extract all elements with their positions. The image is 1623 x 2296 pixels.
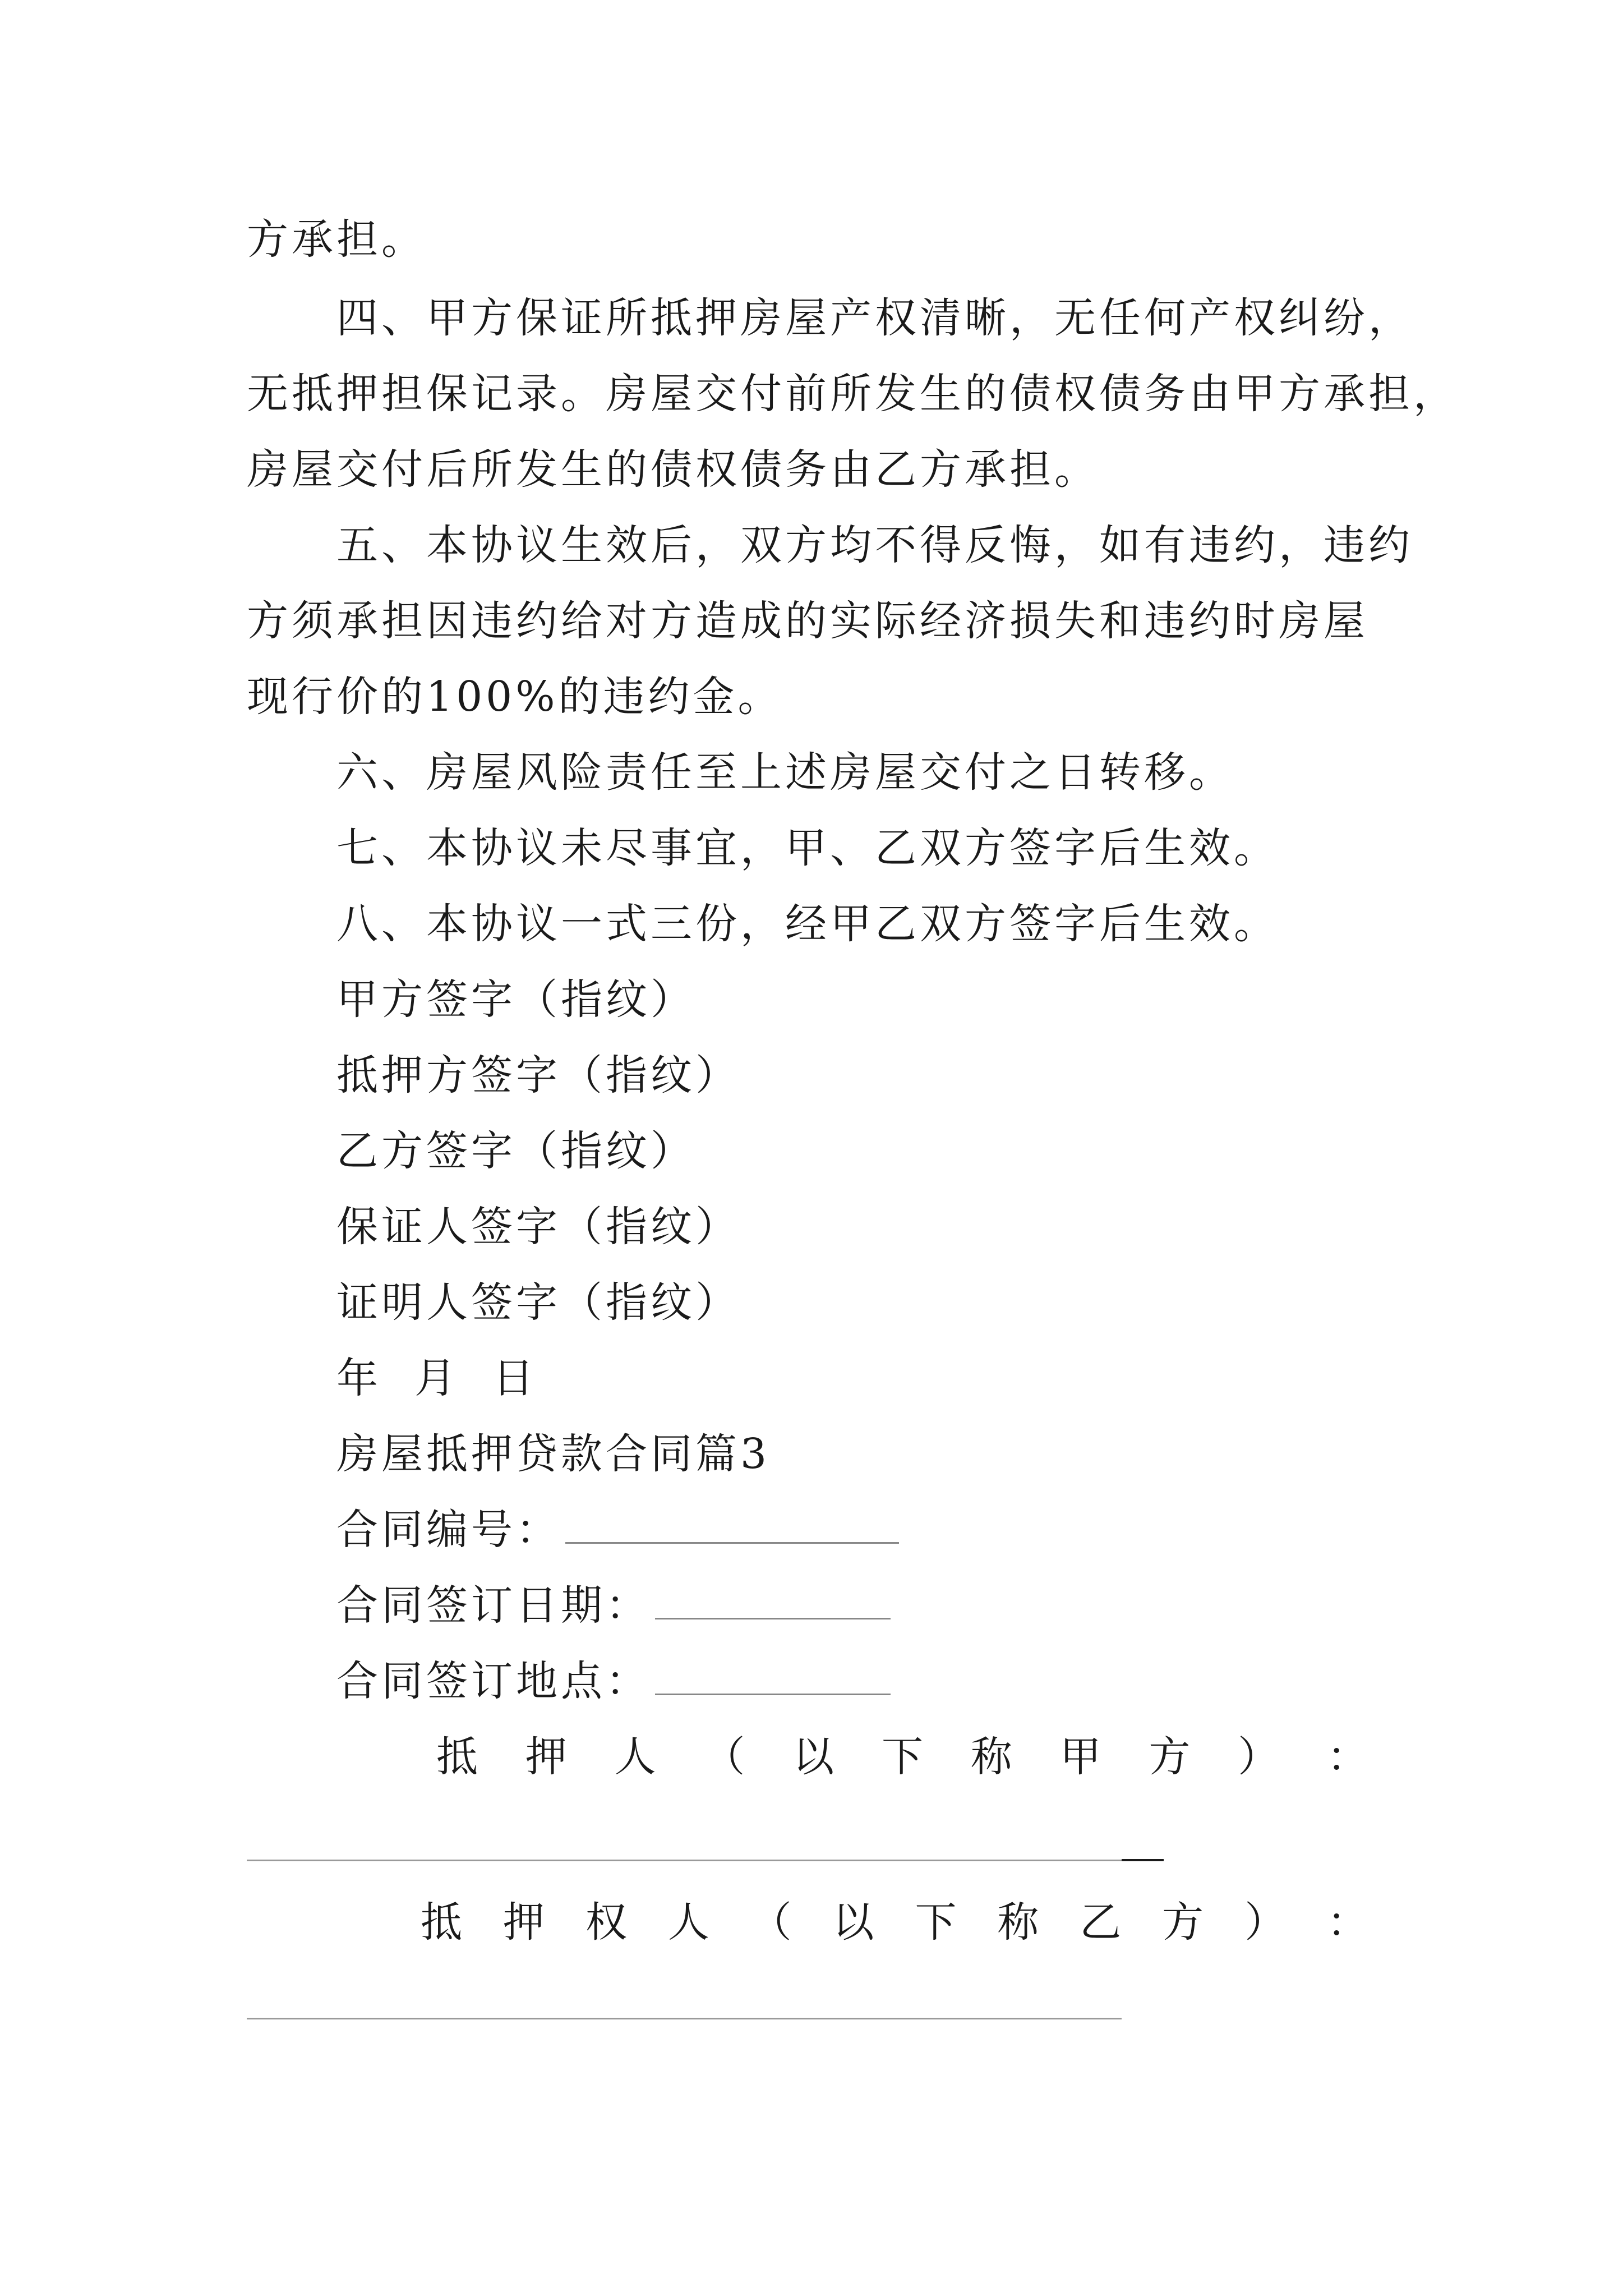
text-line: 六、房屋风险责任至上述房屋交付之日转移。 xyxy=(336,748,1234,797)
section-title: 房屋抵押贷款合同篇3 xyxy=(336,1430,771,1478)
char: 下 xyxy=(881,1733,923,1781)
signature-line: 乙方签字（指纹） xyxy=(336,1127,695,1175)
char: 抵 xyxy=(421,1898,462,1947)
char: 人 xyxy=(667,1898,709,1947)
field-label: 合同签订日期： xyxy=(336,1581,651,1630)
char: ） xyxy=(1244,1898,1287,1947)
text-line: 房屋交付后所发生的债权债务由乙方承担。 xyxy=(247,445,1099,494)
signature-line: 抵押方签字（指纹） xyxy=(336,1051,740,1099)
char: （ xyxy=(703,1733,745,1781)
mortgagor-blank-end xyxy=(1122,1859,1164,1861)
char: 押 xyxy=(525,1733,567,1781)
field-label: 合同编号： xyxy=(336,1506,561,1554)
char: 下 xyxy=(915,1898,957,1947)
text-line: 方须承担因违约给对方造成的实际经济损失和违约时房屋 xyxy=(247,597,1368,645)
blank-underline xyxy=(655,1693,891,1695)
char: （ xyxy=(750,1898,792,1947)
text-line: 五、本协议生效后，双方均不得反悔，如有违约，违约 xyxy=(336,521,1413,569)
contract-date-field xyxy=(336,1581,891,1630)
char: ： xyxy=(1326,1898,1368,1947)
signature-line: 甲方签字（指纹） xyxy=(336,976,695,1024)
char: 以 xyxy=(832,1898,874,1947)
date-line: 年 月 日 xyxy=(336,1354,538,1402)
signature-line: 证明人签字（指纹） xyxy=(336,1278,740,1327)
contract-number-field xyxy=(336,1506,899,1554)
signature-line: 保证人签字（指纹） xyxy=(336,1203,740,1251)
char: 称 xyxy=(970,1733,1012,1781)
text-line: 现行价的100%的违约金。 xyxy=(247,673,783,721)
text-line: 四、甲方保证所抵押房屋产权清晰，无任何产权纠纷， xyxy=(336,294,1413,342)
blank-underline xyxy=(565,1542,899,1544)
text-line: 七、本协议未尽事宜，甲、乙双方签字后生效。 xyxy=(336,824,1279,872)
char: 权 xyxy=(585,1898,627,1947)
text-line: 八、本协议一式三份，经甲乙双方签字后生效。 xyxy=(336,900,1279,948)
char: 甲 xyxy=(1059,1733,1101,1781)
text-line: 无抵押担保记录。房屋交付前所发生的债权债务由甲方承担， xyxy=(247,370,1458,418)
mortgagee-blank-line xyxy=(247,2018,1122,2019)
mortgagor-blank-line xyxy=(247,1860,1122,1861)
char: 乙 xyxy=(1080,1898,1122,1947)
char: 称 xyxy=(997,1898,1039,1947)
char: 抵 xyxy=(436,1733,478,1781)
char: 以 xyxy=(792,1733,834,1781)
char: ： xyxy=(1326,1733,1368,1781)
char: ） xyxy=(1238,1733,1280,1781)
blank-underline xyxy=(655,1617,891,1619)
mortgagor-label xyxy=(436,1733,1368,1781)
char: 方 xyxy=(1162,1898,1204,1947)
field-label: 合同签订地点： xyxy=(336,1657,651,1705)
text-line: 方承担。 xyxy=(247,215,426,264)
char: 人 xyxy=(614,1733,656,1781)
contract-place-field xyxy=(336,1657,891,1705)
char: 押 xyxy=(502,1898,545,1947)
mortgagee-label xyxy=(421,1898,1368,1947)
char: 方 xyxy=(1149,1733,1191,1781)
